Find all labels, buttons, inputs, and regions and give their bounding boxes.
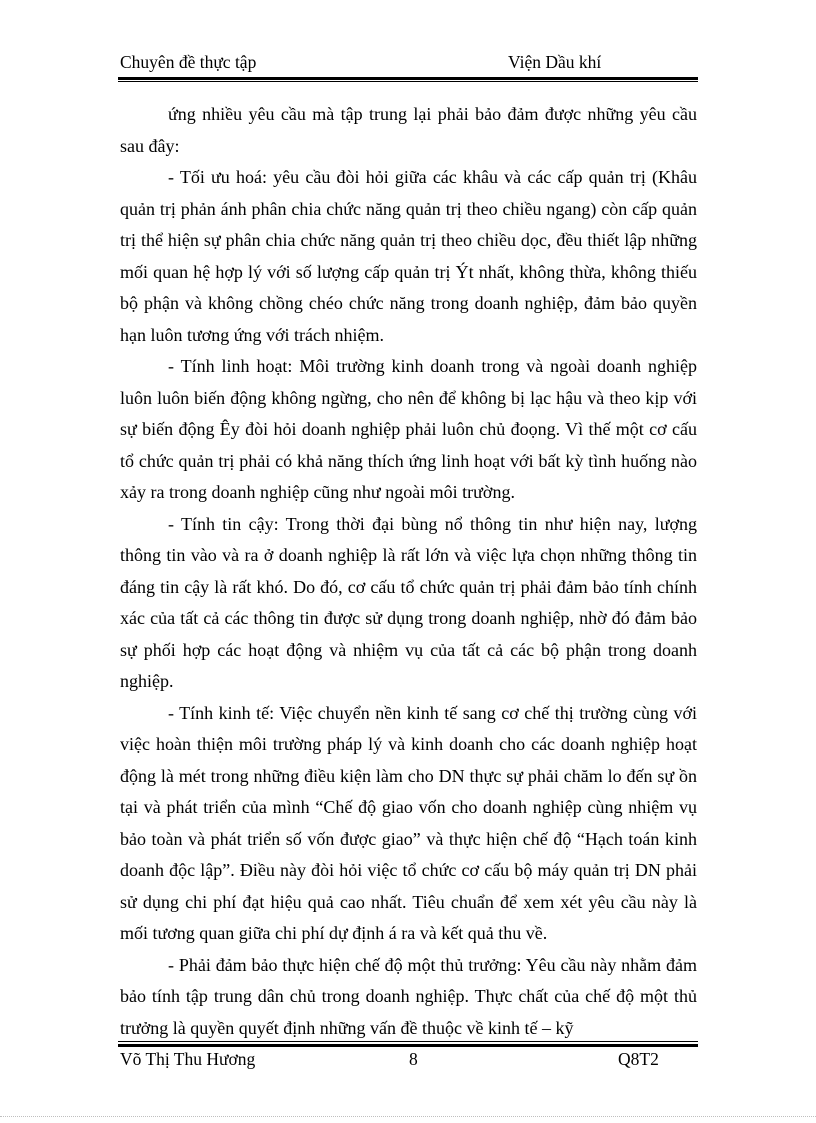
- paragraph-single-leader: - Phải đảm bảo thực hiện chế độ một thủ trưởng: Yêu cầu này nhằm đảm bảo tính tập trung dân chủ trong doanh nghiệp. Thực chất của chế độ một thủ trưởng là quyền quyết định những vấn đề thuộc về kinh tế – kỹ: [120, 954, 697, 1038]
- footer-rule-thick: [118, 1044, 698, 1047]
- header-rule-thick: [118, 77, 698, 80]
- paragraph-flexibility: - Tính linh hoạt: Môi trường kinh doanh trong và ngoài doanh nghiệp luôn luôn biến động không ngừng, cho nên để không bị lạc hậu và theo kịp với sự biến động Êy đòi hỏi doanh nghiệp phải luôn chủ đoọng. Vì thế một cơ cấu tổ chức quản trị phải có khả năng thích ứng linh hoạt với bất kỳ tình huống nào xảy ra trong doanh nghiệp cũng như ngoài môi trường.: [120, 356, 697, 502]
- header-rule-thin: [118, 81, 698, 82]
- page-header: [120, 52, 696, 78]
- footer-author: Võ Thị Thu Hương: [120, 1049, 256, 1069]
- footer-rule-thin: [118, 1041, 698, 1042]
- paragraph-optimization: - Tối ưu hoá: yêu cầu đòi hỏi giữa các khâu và các cấp quản trị (Khâu quản trị phản ánh phân chia chức năng quản trị theo chiều ngang) còn cấp quản trị thể hiện sự phân chia chức năng quản trị theo chiều dọc, đều thiết lập những mối quan hệ hợp lý với số lượng cấp quản trị Ýt nhất, không thừa, không thiếu bộ phận và không chồng chéo chức năng trong doanh nghiệp, đảm bảo quyền hạn luôn tương ứng với trách nhiệm.: [120, 167, 697, 345]
- page-boundary-dotted-line: [0, 1116, 816, 1117]
- footer-class-code: Q8T2: [618, 1049, 659, 1069]
- page-footer: [120, 1049, 696, 1073]
- header-document-title: Chuyên đề thực tập: [120, 52, 257, 72]
- paragraph-reliability: - Tính tin cậy: Trong thời đại bùng nổ thông tin như hiện nay, lượng thông tin vào và ra ở doanh nghiệp là rất lớn và việc lựa chọn những thông tin đáng tin cậy là rất khó. Do đó, cơ cấu tổ chức quản trị phải đảm bảo tính chính xác của tất cả các thông tin được sử dụng trong doanh nghiệp, nhờ đó đảm bảo sự phối hợp các hoạt động và nhiệm vụ của tất cả các bộ phận trong doanh nghiệp.: [120, 513, 697, 691]
- paragraph-economy: - Tính kinh tế: Việc chuyển nền kinh tế sang cơ chế thị trường cùng với việc hoàn thiện môi trường pháp lý và kinh doanh cho các doanh nghiệp hoạt động là mét trong những điều kiện làm cho DN thực sự phải chăm lo đến sự ồn tại và phát triển của mình “Chế độ giao vốn cho doanh nghiệp cùng nhiệm vụ bảo toàn và phát triển số vốn được giao” và thực hiện chế độ “Hạch toán kinh doanh độc lập”. Điều này đòi hỏi việc tổ chức cơ cấu bộ máy quản trị DN phải sử dụng chi phí đạt hiệu quả cao nhất. Tiêu chuẩn để xem xét yêu cầu này là mối tương quan giữa chi phí dự định á ra và kết quả thu về.: [120, 702, 697, 943]
- footer-page-number: 8: [409, 1049, 418, 1069]
- header-organization: Viện Dầu khí: [508, 52, 602, 72]
- paragraph-continuation: ứng nhiều yêu cầu mà tập trung lại phải bảo đảm được những yêu cầu sau đây:: [120, 104, 697, 156]
- document-body: [120, 99, 697, 1044]
